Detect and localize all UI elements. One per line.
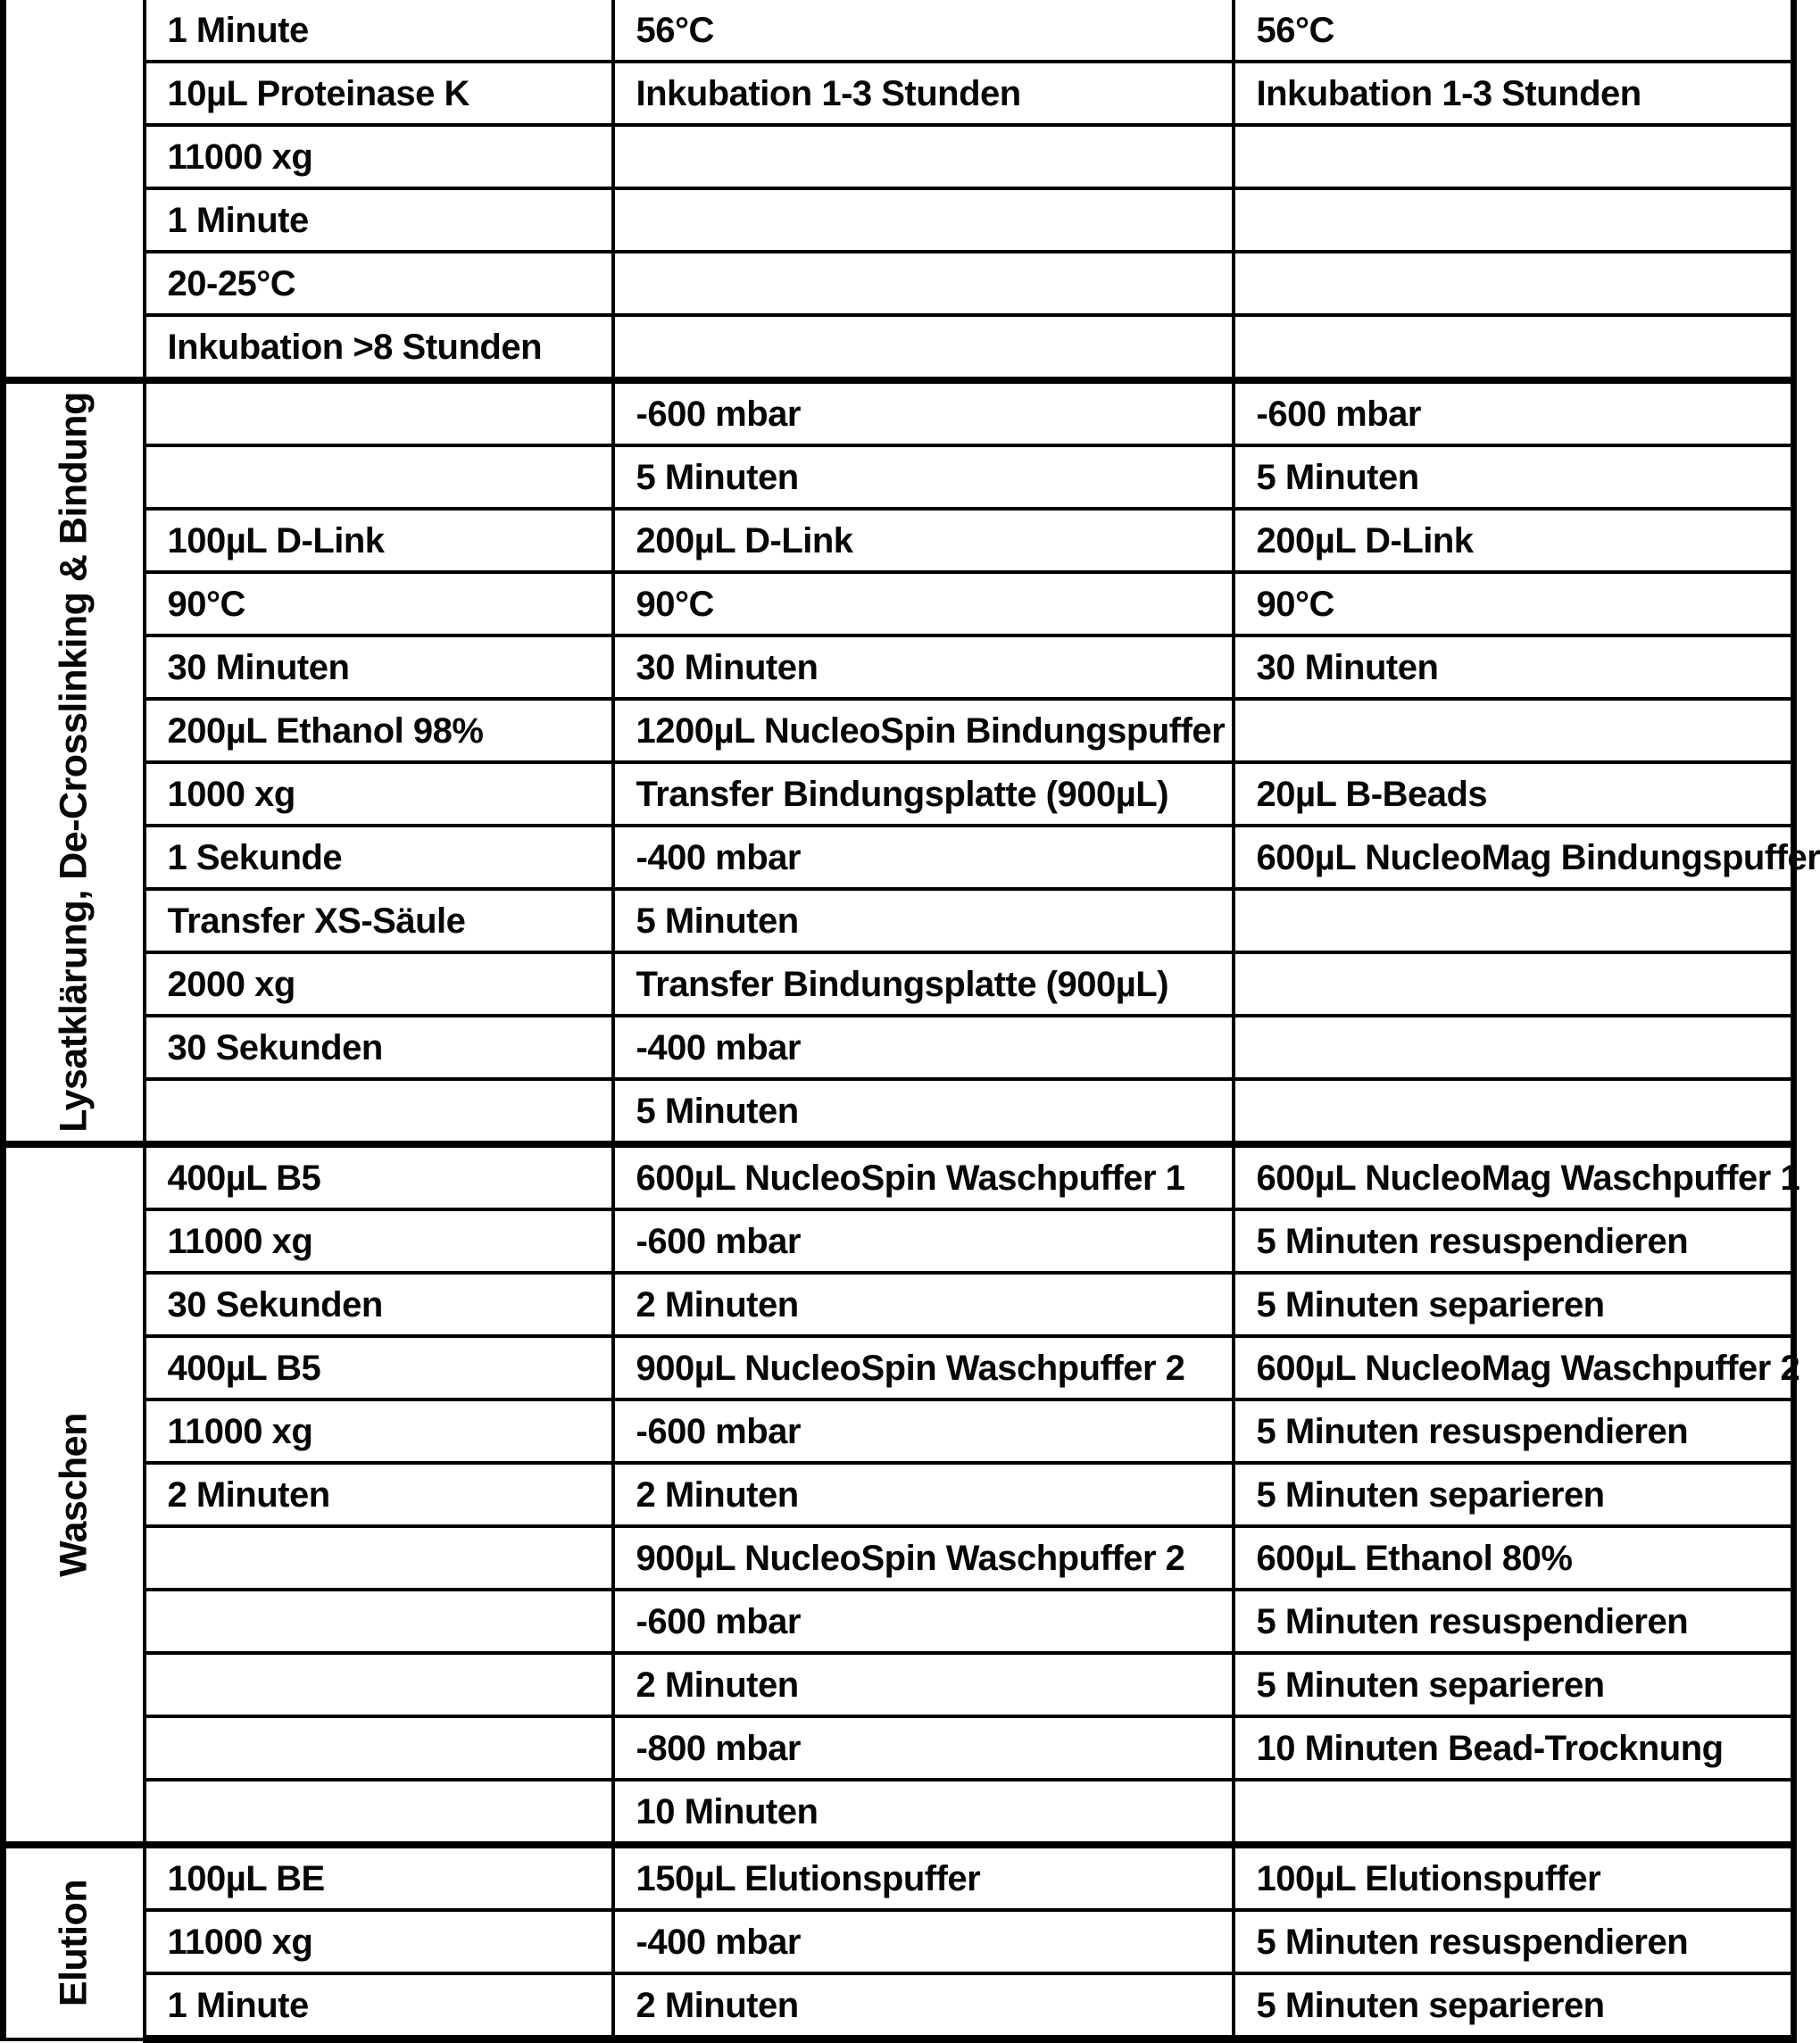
step-cell (613, 125, 1234, 188)
section-label: Lysatklärung, De-Crosslinking & Bindung (52, 392, 96, 1133)
step-cell: 5 Minuten (613, 445, 1234, 509)
step-cell: 900µL NucleoSpin Waschpuffer 2 (613, 1336, 1234, 1399)
step-cell (1234, 699, 1794, 762)
step-cell: 150µL Elutionspuffer (613, 1845, 1234, 1910)
table-row (4, 380, 1794, 445)
step-cell: 600µL Ethanol 80% (1234, 1526, 1794, 1590)
step-cell: 5 Minuten separieren (1234, 1463, 1794, 1526)
step-cell (1234, 952, 1794, 1016)
section-label-cell (4, 1845, 145, 2039)
step-cell: -400 mbar (613, 1016, 1234, 1079)
step-cell: 11000 xg (145, 1399, 613, 1463)
table-row (4, 762, 1794, 826)
step-cell: 2 Minuten (613, 1973, 1234, 2039)
step-cell: 5 Minuten separieren (1234, 1273, 1794, 1336)
step-cell (1234, 889, 1794, 952)
table-row (4, 826, 1794, 889)
table-row (4, 1016, 1794, 1079)
table-row (4, 1780, 1794, 1845)
step-cell: -600 mbar (613, 1399, 1234, 1463)
table-row (4, 635, 1794, 699)
step-cell: 10µL Proteinase K (145, 62, 613, 125)
step-cell: 600µL NucleoSpin Waschpuffer 1 (613, 1144, 1234, 1209)
step-cell (1234, 1780, 1794, 1845)
table-row (4, 1399, 1794, 1463)
table-row (4, 1526, 1794, 1590)
step-cell (1234, 315, 1794, 380)
step-cell: -600 mbar (613, 380, 1234, 445)
step-cell: 900µL NucleoSpin Waschpuffer 2 (613, 1526, 1234, 1590)
section-label-cell (4, 1144, 145, 1845)
step-cell: 56°C (1234, 0, 1794, 62)
step-cell (613, 252, 1234, 315)
table-row (4, 1209, 1794, 1273)
section-label: Elution (52, 1879, 96, 2006)
step-cell: 10 Minuten (613, 1780, 1234, 1845)
table-row (4, 1845, 1794, 1910)
step-cell: 30 Minuten (1234, 635, 1794, 699)
step-cell: 90°C (1234, 572, 1794, 635)
step-cell: 5 Minuten separieren (1234, 1653, 1794, 1716)
table-row (4, 1590, 1794, 1653)
step-cell: 1000 xg (145, 762, 613, 826)
step-cell: 200µL D-Link (1234, 509, 1794, 572)
step-cell: 90°C (145, 572, 613, 635)
step-cell (1234, 1016, 1794, 1079)
step-cell: 100µL D-Link (145, 509, 613, 572)
step-cell: 30 Sekunden (145, 1273, 613, 1336)
step-cell: 200µL D-Link (613, 509, 1234, 572)
table-row (4, 445, 1794, 509)
step-cell: 200µL Ethanol 98% (145, 699, 613, 762)
step-cell (613, 315, 1234, 380)
table-row (4, 252, 1794, 315)
step-cell: 90°C (613, 572, 1234, 635)
table-row (4, 1463, 1794, 1526)
step-cell: 5 Minuten resuspendieren (1234, 1399, 1794, 1463)
step-cell (1234, 125, 1794, 188)
step-cell: 2 Minuten (613, 1273, 1234, 1336)
table-row (4, 315, 1794, 380)
table-row (4, 572, 1794, 635)
step-cell: Transfer XS-Säule (145, 889, 613, 952)
step-cell: Transfer Bindungsplatte (900µL) (613, 762, 1234, 826)
table-row (4, 889, 1794, 952)
step-cell: 1 Minute (145, 188, 613, 252)
step-cell: -800 mbar (613, 1716, 1234, 1780)
step-cell (145, 1716, 613, 1780)
table-row (4, 1716, 1794, 1780)
table-row (4, 1653, 1794, 1716)
section-label: Waschen (52, 1412, 96, 1577)
step-cell: 400µL B5 (145, 1336, 613, 1399)
step-cell: 10 Minuten Bead-Trocknung (1234, 1716, 1794, 1780)
step-cell: Inkubation 1-3 Stunden (1234, 62, 1794, 125)
table-row (4, 188, 1794, 252)
step-cell: -600 mbar (613, 1209, 1234, 1273)
step-cell: 5 Minuten (613, 1079, 1234, 1144)
step-cell: 2 Minuten (613, 1653, 1234, 1716)
step-cell: 5 Minuten resuspendieren (1234, 1910, 1794, 1973)
step-cell: 30 Minuten (613, 635, 1234, 699)
step-cell (145, 1780, 613, 1845)
step-cell: 2 Minuten (145, 1463, 613, 1526)
step-cell: -400 mbar (613, 1910, 1234, 1973)
step-cell: -600 mbar (613, 1590, 1234, 1653)
step-cell: 100µL BE (145, 1845, 613, 1910)
step-cell: 2 Minuten (613, 1463, 1234, 1526)
table-row (4, 1973, 1794, 2039)
table-row (4, 0, 1794, 62)
section-label-cell (4, 0, 145, 380)
step-cell (613, 188, 1234, 252)
step-cell: 600µL NucleoMag Waschpuffer 1 (1234, 1144, 1794, 1209)
step-cell: 600µL NucleoMag Waschpuffer 2 (1234, 1336, 1794, 1399)
step-cell (1234, 1079, 1794, 1144)
step-cell: 400µL B5 (145, 1144, 613, 1209)
step-cell: 5 Minuten resuspendieren (1234, 1590, 1794, 1653)
table-row (4, 62, 1794, 125)
step-cell: 30 Sekunden (145, 1016, 613, 1079)
step-cell: 20µL B-Beads (1234, 762, 1794, 826)
step-cell: 100µL Elutionspuffer (1234, 1845, 1794, 1910)
table-row (4, 1273, 1794, 1336)
step-cell: 11000 xg (145, 1209, 613, 1273)
step-cell (145, 1079, 613, 1144)
step-cell: 5 Minuten separieren (1234, 1973, 1794, 2039)
step-cell (1234, 252, 1794, 315)
step-cell: Inkubation >8 Stunden (145, 315, 613, 380)
step-cell: 5 Minuten (613, 889, 1234, 952)
step-cell: 1 Minute (145, 1973, 613, 2039)
section-label-cell (4, 380, 145, 1144)
step-cell: 30 Minuten (145, 635, 613, 699)
table-row (4, 952, 1794, 1016)
step-cell (1234, 188, 1794, 252)
step-cell: 2000 xg (145, 952, 613, 1016)
step-cell: -400 mbar (613, 826, 1234, 889)
step-cell: 20-25°C (145, 252, 613, 315)
step-cell: 1 Sekunde (145, 826, 613, 889)
step-cell: 56°C (613, 0, 1234, 62)
table-row (4, 699, 1794, 762)
step-cell: Transfer Bindungsplatte (900µL) (613, 952, 1234, 1016)
table-row (4, 125, 1794, 188)
step-cell (145, 1526, 613, 1590)
step-cell: 11000 xg (145, 1910, 613, 1973)
step-cell: 11000 xg (145, 125, 613, 188)
table-row (4, 509, 1794, 572)
step-cell: 1 Minute (145, 0, 613, 62)
step-cell (145, 1653, 613, 1716)
step-cell: 5 Minuten (1234, 445, 1794, 509)
step-cell (145, 445, 613, 509)
step-cell (145, 380, 613, 445)
step-cell (145, 1590, 613, 1653)
step-cell: 600µL NucleoMag Bindungspuffer (1234, 826, 1794, 889)
step-cell: Inkubation 1-3 Stunden (613, 62, 1234, 125)
step-cell: -600 mbar (1234, 380, 1794, 445)
table-row (4, 1144, 1794, 1209)
table-row (4, 1079, 1794, 1144)
table-row (4, 1336, 1794, 1399)
step-cell: 1200µL NucleoSpin Bindungspuffer (613, 699, 1234, 762)
step-cell: 5 Minuten resuspendieren (1234, 1209, 1794, 1273)
table-row (4, 1910, 1794, 1973)
